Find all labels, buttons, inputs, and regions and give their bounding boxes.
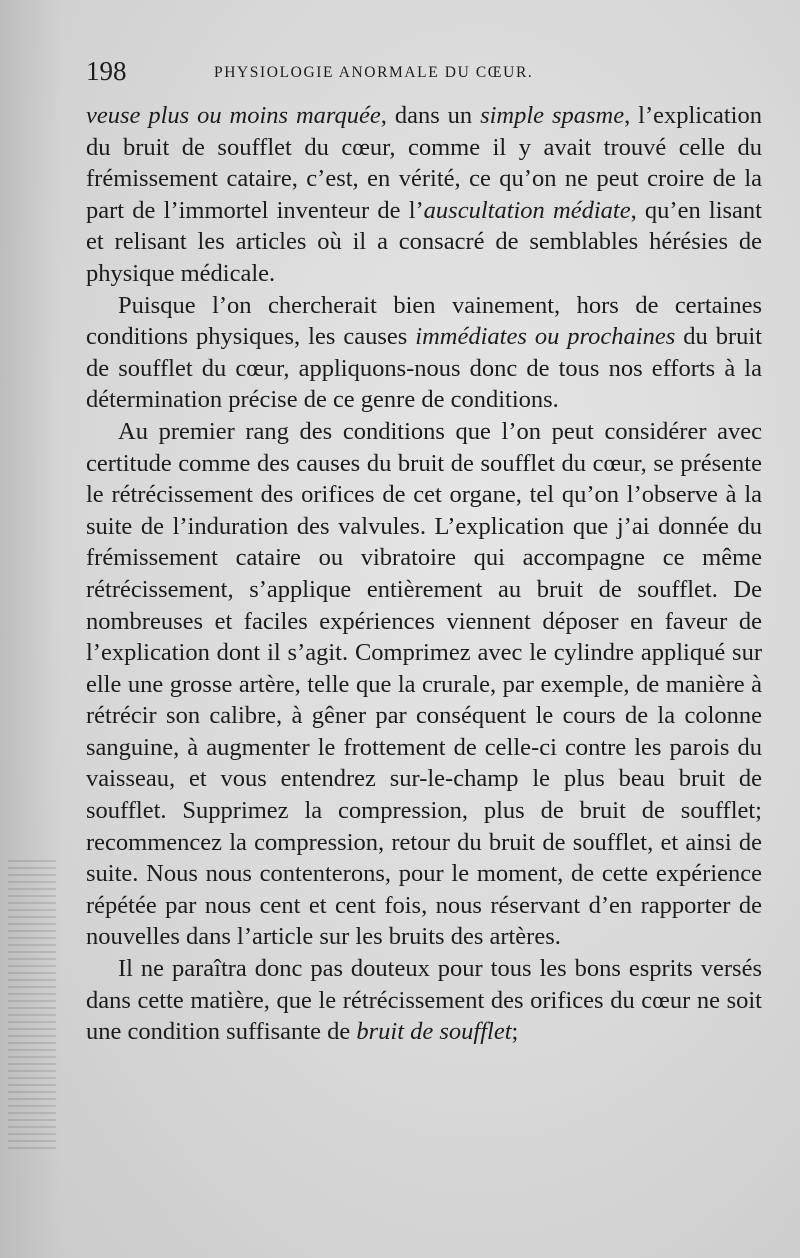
text-segment: , l’explication du bruit de soufflet du cœur, comme il y avait trouvé celle du frémissement cataire, c’est, en vérité, ce qu’on ne peut croire de la part de l’immortel inventeur de l’ bbox=[86, 102, 762, 224]
text-segment: Il ne paraîtra donc pas douteux pour tous les bons esprits versés dans cette matière, que le rétrécissement des orifices du cœur ne soit une condition suffisante de bbox=[86, 955, 762, 1046]
text-segment: ; bbox=[511, 1018, 519, 1046]
text-segment: Puisque l’on chercherait bien vainement, hors de certaines conditions physiques, les causes bbox=[86, 291, 762, 351]
text-segment: auscultation médiate bbox=[423, 196, 631, 224]
text-segment: , dans un bbox=[380, 102, 481, 129]
page-header bbox=[86, 56, 776, 90]
paragraph-1 bbox=[86, 100, 762, 290]
margin-annotation-marks bbox=[8, 860, 56, 1150]
text-segment: immédiates ou prochaines bbox=[415, 323, 676, 351]
text-segment: bruit de soufflet bbox=[356, 1018, 512, 1046]
page-number: 198 bbox=[86, 56, 127, 86]
paragraph-3 bbox=[86, 416, 762, 953]
text-segment: simple spasme bbox=[480, 102, 625, 129]
body-text bbox=[86, 100, 762, 1048]
paragraph-2 bbox=[86, 290, 762, 416]
text-segment: Au premier rang des conditions que l’on peut considérer avec certitude comme des causes du bruit de soufflet du cœur, se présente le rétrécissement des orifices de cet organe, tel qu’on l’observe à la suite de l’induration des valvules. L’explication que j’ai donnée du frémissement cataire ou vibratoire qui accompagne ce même rétrécissement, s’applique entièrement au bruit de soufflet. De nombreuses et faciles expériences viennent déposer en faveur de l’explication dont il s’agit. Comprimez avec le cylindre appliqué sur elle une grosse artère, telle que la crurale, par exemple, de manière à rétrécir son calibre, à gêner par conséquent le cours de la colonne sanguine, à augmenter le frottement de celle-ci contre les parois du vaisseau, et vous entendrez sur-le-champ le plus beau bruit de soufflet. Supprimez la compression, plus de bruit de soufflet; recommencez la compression, retour du bruit de soufflet, et ainsi de suite. Nous nous contenterons, pour le moment, de cette expérience répétée par nous cent et cent fois, nous réservant d’en rapporter de nouvelles dans l’article sur les bruits des artères. bbox=[86, 417, 762, 951]
paragraph-4 bbox=[86, 953, 762, 1048]
text-segment: veuse plus ou moins marquée bbox=[86, 102, 381, 129]
text-segment: du bruit de soufflet du cœur, appliquons-nous donc de tous nos efforts à la détermination précise de ce genre de conditions. bbox=[86, 323, 762, 414]
running-head: PHYSIOLOGIE ANORMALE DU CŒUR. bbox=[214, 64, 534, 81]
text-segment: , qu’en lisant et relisant les articles où il a consacré de semblables hérésies de physique médicale. bbox=[86, 196, 762, 287]
